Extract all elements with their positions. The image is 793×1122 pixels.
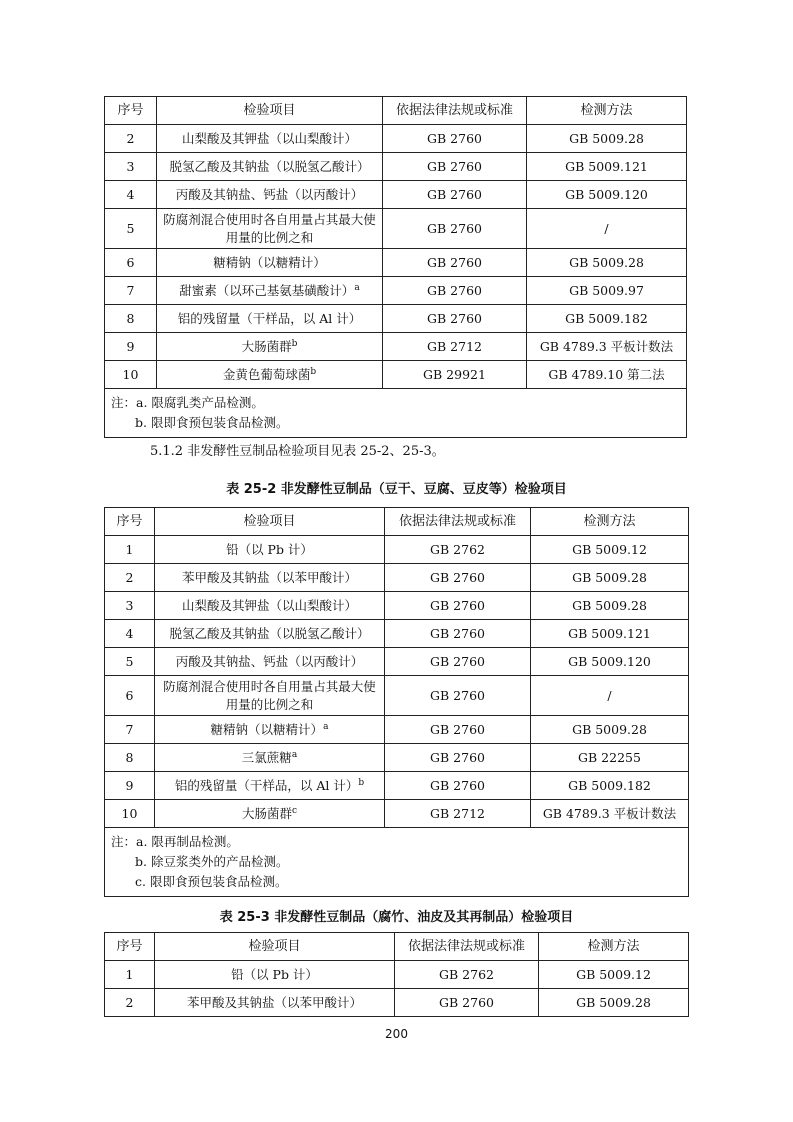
header-method: 检测方法 bbox=[527, 97, 687, 125]
page-number: 200 bbox=[385, 1027, 408, 1041]
table-notes-row bbox=[105, 828, 689, 897]
table-row bbox=[105, 536, 689, 564]
cell-item bbox=[157, 333, 383, 361]
cell-item: 糖精钠（以糖精计） bbox=[157, 249, 383, 277]
table-notes bbox=[105, 828, 689, 897]
header-no: 序号 bbox=[105, 97, 157, 125]
table-row bbox=[105, 648, 689, 676]
cell-standard: GB 2760 bbox=[385, 772, 531, 800]
cell-standard: GB 2762 bbox=[395, 961, 539, 989]
cell-standard: GB 2760 bbox=[385, 676, 531, 716]
table-row bbox=[105, 716, 689, 744]
cell-item: 防腐剂混合使用时各自用量占其最大使用量的比例之和 bbox=[157, 209, 383, 249]
cell-standard: GB 2760 bbox=[383, 181, 527, 209]
cell-method: GB 4789.10 第二法 bbox=[527, 361, 687, 389]
item-text: 金黄色葡萄球菌 bbox=[222, 366, 311, 382]
cell-method: GB 5009.28 bbox=[531, 564, 689, 592]
header-method: 检测方法 bbox=[531, 508, 689, 536]
section-paragraph: 5.1.2 非发酵性豆制品检验项目见表 25-2、25-3。 bbox=[150, 444, 445, 459]
table-row bbox=[105, 277, 687, 305]
cell-no: 2 bbox=[105, 125, 157, 153]
table-row bbox=[105, 744, 689, 772]
table-25-3 bbox=[104, 932, 689, 1017]
cell-no: 4 bbox=[105, 620, 155, 648]
footnote-mark: b bbox=[310, 366, 317, 377]
cell-standard: GB 2760 bbox=[383, 277, 527, 305]
table-row bbox=[105, 209, 687, 249]
cell-no: 1 bbox=[105, 536, 155, 564]
cell-item: 铝的残留量（干样品，以 Al 计） bbox=[157, 305, 383, 333]
cell-item bbox=[155, 800, 385, 828]
cell-no: 1 bbox=[105, 961, 155, 989]
cell-method: GB 5009.120 bbox=[531, 648, 689, 676]
cell-standard: GB 29921 bbox=[383, 361, 527, 389]
cell-standard: GB 2760 bbox=[385, 620, 531, 648]
cell-no: 3 bbox=[105, 153, 157, 181]
table-row bbox=[105, 249, 687, 277]
table-row bbox=[105, 564, 689, 592]
cell-standard: GB 2712 bbox=[385, 800, 531, 828]
cell-standard: GB 2760 bbox=[383, 125, 527, 153]
table-header-row bbox=[105, 508, 689, 536]
cell-standard: GB 2760 bbox=[395, 989, 539, 1017]
header-method: 检测方法 bbox=[539, 933, 689, 961]
cell-method: GB 4789.3 平板计数法 bbox=[531, 800, 689, 828]
note-c: c. 限即食预包装食品检测。 bbox=[135, 874, 288, 889]
cell-standard: GB 2762 bbox=[385, 536, 531, 564]
cell-item: 铅（以 Pb 计） bbox=[155, 536, 385, 564]
cell-item: 苯甲酸及其钠盐（以苯甲酸计） bbox=[155, 989, 395, 1017]
cell-item: 脱氢乙酸及其钠盐（以脱氢乙酸计） bbox=[155, 620, 385, 648]
cell-standard: GB 2760 bbox=[383, 209, 527, 249]
item-text: 三氯蔗糖 bbox=[241, 749, 292, 765]
footnote-mark: a bbox=[323, 721, 329, 732]
header-standard: 依据法律法规或标准 bbox=[385, 508, 531, 536]
cell-item: 丙酸及其钠盐、钙盐（以丙酸计） bbox=[157, 181, 383, 209]
cell-no: 10 bbox=[105, 800, 155, 828]
cell-item: 丙酸及其钠盐、钙盐（以丙酸计） bbox=[155, 648, 385, 676]
table-25-1-continued bbox=[104, 96, 687, 438]
cell-item bbox=[155, 772, 385, 800]
note-b: b. 限即食预包装食品检测。 bbox=[135, 415, 289, 430]
cell-no: 5 bbox=[105, 648, 155, 676]
cell-no: 7 bbox=[105, 277, 157, 305]
header-standard: 依据法律法规或标准 bbox=[383, 97, 527, 125]
cell-item: 铅（以 Pb 计） bbox=[155, 961, 395, 989]
cell-standard: GB 2760 bbox=[385, 716, 531, 744]
cell-no: 3 bbox=[105, 592, 155, 620]
item-text: 大肠菌群 bbox=[241, 338, 292, 354]
cell-no: 9 bbox=[105, 772, 155, 800]
table-row bbox=[105, 772, 689, 800]
footnote-mark: a bbox=[354, 282, 360, 293]
cell-method: GB 5009.121 bbox=[527, 153, 687, 181]
cell-method: GB 5009.97 bbox=[527, 277, 687, 305]
header-no: 序号 bbox=[105, 933, 155, 961]
cell-standard: GB 2760 bbox=[385, 648, 531, 676]
cell-method: GB 22255 bbox=[531, 744, 689, 772]
cell-standard: GB 2760 bbox=[383, 249, 527, 277]
note-a: 注：a. 限腐乳类产品检测。 bbox=[111, 395, 264, 410]
table-header-row bbox=[105, 933, 689, 961]
item-text: 糖精钠（以糖精计） bbox=[210, 721, 324, 737]
cell-no: 4 bbox=[105, 181, 157, 209]
cell-standard: GB 2760 bbox=[383, 305, 527, 333]
header-item: 检验项目 bbox=[155, 508, 385, 536]
cell-method: / bbox=[527, 209, 687, 249]
footnote-mark: b bbox=[358, 777, 365, 788]
header-item: 检验项目 bbox=[157, 97, 383, 125]
table-25-2 bbox=[104, 507, 689, 897]
cell-standard: GB 2712 bbox=[383, 333, 527, 361]
cell-no: 10 bbox=[105, 361, 157, 389]
cell-standard: GB 2760 bbox=[385, 744, 531, 772]
table-row bbox=[105, 676, 689, 716]
cell-item bbox=[155, 716, 385, 744]
cell-method: GB 5009.28 bbox=[531, 592, 689, 620]
cell-no: 9 bbox=[105, 333, 157, 361]
cell-no: 2 bbox=[105, 989, 155, 1017]
cell-method: GB 5009.182 bbox=[531, 772, 689, 800]
note-a: 注：a. 限再制品检测。 bbox=[111, 834, 239, 849]
cell-item: 防腐剂混合使用时各自用量占其最大使用量的比例之和 bbox=[155, 676, 385, 716]
cell-item: 脱氢乙酸及其钠盐（以脱氢乙酸计） bbox=[157, 153, 383, 181]
table-row bbox=[105, 800, 689, 828]
cell-no: 6 bbox=[105, 249, 157, 277]
cell-item bbox=[157, 277, 383, 305]
note-b: b. 除豆浆类外的产品检测。 bbox=[135, 854, 289, 869]
cell-method: / bbox=[531, 676, 689, 716]
table-row bbox=[105, 620, 689, 648]
table-notes-row bbox=[105, 389, 687, 438]
table-row bbox=[105, 592, 689, 620]
cell-method: GB 5009.12 bbox=[539, 961, 689, 989]
cell-method: GB 5009.28 bbox=[527, 249, 687, 277]
cell-method: GB 5009.28 bbox=[527, 125, 687, 153]
table-25-3-caption: 表 25-3 非发酵性豆制品（腐竹、油皮及其再制品）检验项目 bbox=[219, 910, 574, 925]
cell-item: 苯甲酸及其钠盐（以苯甲酸计） bbox=[155, 564, 385, 592]
cell-method: GB 5009.121 bbox=[531, 620, 689, 648]
cell-no: 8 bbox=[105, 305, 157, 333]
table-row bbox=[105, 961, 689, 989]
table-row bbox=[105, 361, 687, 389]
header-item: 检验项目 bbox=[155, 933, 395, 961]
cell-method: GB 4789.3 平板计数法 bbox=[527, 333, 687, 361]
cell-method: GB 5009.120 bbox=[527, 181, 687, 209]
cell-no: 6 bbox=[105, 676, 155, 716]
cell-item: 山梨酸及其钾盐（以山梨酸计） bbox=[157, 125, 383, 153]
table-row bbox=[105, 181, 687, 209]
cell-item bbox=[157, 361, 383, 389]
footnote-mark: b bbox=[291, 338, 298, 349]
table-row bbox=[105, 125, 687, 153]
cell-standard: GB 2760 bbox=[385, 564, 531, 592]
item-text: 甜蜜素（以环己基氨基磺酸计） bbox=[179, 282, 355, 298]
table-row bbox=[105, 305, 687, 333]
table-row bbox=[105, 153, 687, 181]
table-25-2-caption: 表 25-2 非发酵性豆制品（豆干、豆腐、豆皮等）检验项目 bbox=[226, 482, 567, 497]
cell-standard: GB 2760 bbox=[385, 592, 531, 620]
cell-method: GB 5009.28 bbox=[531, 716, 689, 744]
cell-no: 5 bbox=[105, 209, 157, 249]
table-notes bbox=[105, 389, 687, 438]
cell-no: 2 bbox=[105, 564, 155, 592]
header-no: 序号 bbox=[105, 508, 155, 536]
item-text: 大肠菌群 bbox=[241, 805, 292, 821]
item-text: 铝的残留量（干样品，以 Al 计） bbox=[174, 777, 359, 793]
cell-item bbox=[155, 744, 385, 772]
table-row bbox=[105, 989, 689, 1017]
header-standard: 依据法律法规或标准 bbox=[395, 933, 539, 961]
cell-standard: GB 2760 bbox=[383, 153, 527, 181]
table-row bbox=[105, 333, 687, 361]
cell-item: 山梨酸及其钾盐（以山梨酸计） bbox=[155, 592, 385, 620]
table-header-row bbox=[105, 97, 687, 125]
cell-method: GB 5009.28 bbox=[539, 989, 689, 1017]
footnote-mark: c bbox=[291, 805, 298, 816]
cell-no: 8 bbox=[105, 744, 155, 772]
cell-method: GB 5009.12 bbox=[531, 536, 689, 564]
footnote-mark: a bbox=[291, 749, 298, 760]
cell-method: GB 5009.182 bbox=[527, 305, 687, 333]
cell-no: 7 bbox=[105, 716, 155, 744]
